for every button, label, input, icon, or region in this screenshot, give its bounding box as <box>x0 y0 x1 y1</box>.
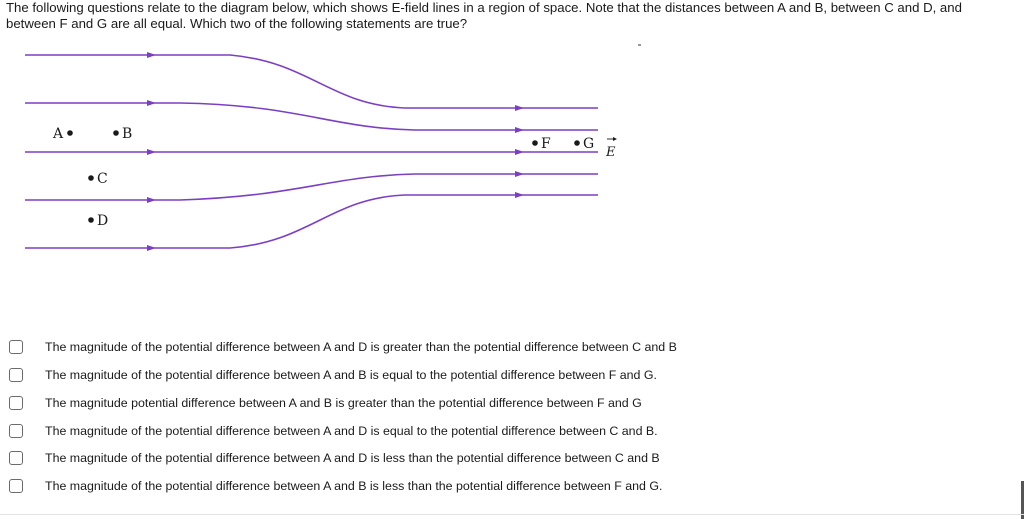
point-C <box>88 171 108 187</box>
point-G <box>574 136 594 152</box>
field-line-2 <box>25 103 598 130</box>
arrow-icon <box>515 192 524 198</box>
svg-text:D: D <box>97 213 109 229</box>
point-A <box>52 126 73 142</box>
svg-text:A: A <box>53 126 64 142</box>
option-1-label[interactable]: The magnitude of the potential difference between A and D is greater than the potential difference between C and B <box>45 340 677 354</box>
vector-arrow-icon <box>613 137 617 141</box>
e-field-label <box>605 137 617 160</box>
option-1[interactable] <box>0 336 800 358</box>
svg-text:C: C <box>97 171 108 187</box>
point-B <box>113 126 132 142</box>
option-5-checkbox[interactable] <box>9 451 23 465</box>
arrow-icon <box>147 100 156 106</box>
svg-text:B: B <box>122 126 133 142</box>
field-line-1 <box>25 55 598 108</box>
option-3[interactable] <box>0 392 800 414</box>
option-4-label[interactable]: The magnitude of the potential difference between A and D is equal to the potential difference between C and B. <box>45 424 658 438</box>
arrow-icon <box>515 105 524 111</box>
divider <box>0 514 1024 515</box>
option-6[interactable] <box>0 475 800 497</box>
field-line-5 <box>25 195 598 248</box>
arrow-icon <box>147 197 156 203</box>
option-4[interactable] <box>0 420 800 442</box>
arrow-icon <box>147 52 156 58</box>
option-2[interactable] <box>0 364 800 386</box>
question-text: The following questions relate to the diagram below, which shows E-field lines in a region of space. Note that the distances between A and B, between C and D, and between F and G are all equal. Which two of the following statements are true? <box>6 0 962 31</box>
option-3-checkbox[interactable] <box>9 396 23 410</box>
option-5[interactable] <box>0 447 800 469</box>
option-5-label[interactable]: The magnitude of the potential difference between A and D is less than the potential difference between C and B <box>45 451 660 465</box>
arrow-icon <box>147 245 156 251</box>
svg-text:E: E <box>606 145 616 160</box>
svg-text:G: G <box>583 136 595 152</box>
point-F <box>532 136 551 152</box>
option-1-checkbox[interactable] <box>9 340 23 354</box>
svg-text:F: F <box>541 136 551 152</box>
option-2-checkbox[interactable] <box>9 368 23 382</box>
arrow-icon <box>515 127 524 133</box>
field-line-4 <box>25 174 598 200</box>
field-lines <box>25 55 598 248</box>
point-D <box>88 213 108 229</box>
arrow-icon <box>515 171 524 177</box>
option-6-checkbox[interactable] <box>9 479 23 493</box>
option-6-label[interactable]: The magnitude of the potential difference between A and B is less than the potential difference between F and G. <box>45 479 663 493</box>
arrow-icon <box>515 149 524 155</box>
option-3-label[interactable]: The magnitude potential difference between A and B is greater than the potential difference between F and G <box>45 396 642 410</box>
option-2-label[interactable]: The magnitude of the potential difference between A and B is equal to the potential difference between F and G. <box>45 368 657 382</box>
option-4-checkbox[interactable] <box>9 424 23 438</box>
arrow-icon <box>147 149 156 155</box>
